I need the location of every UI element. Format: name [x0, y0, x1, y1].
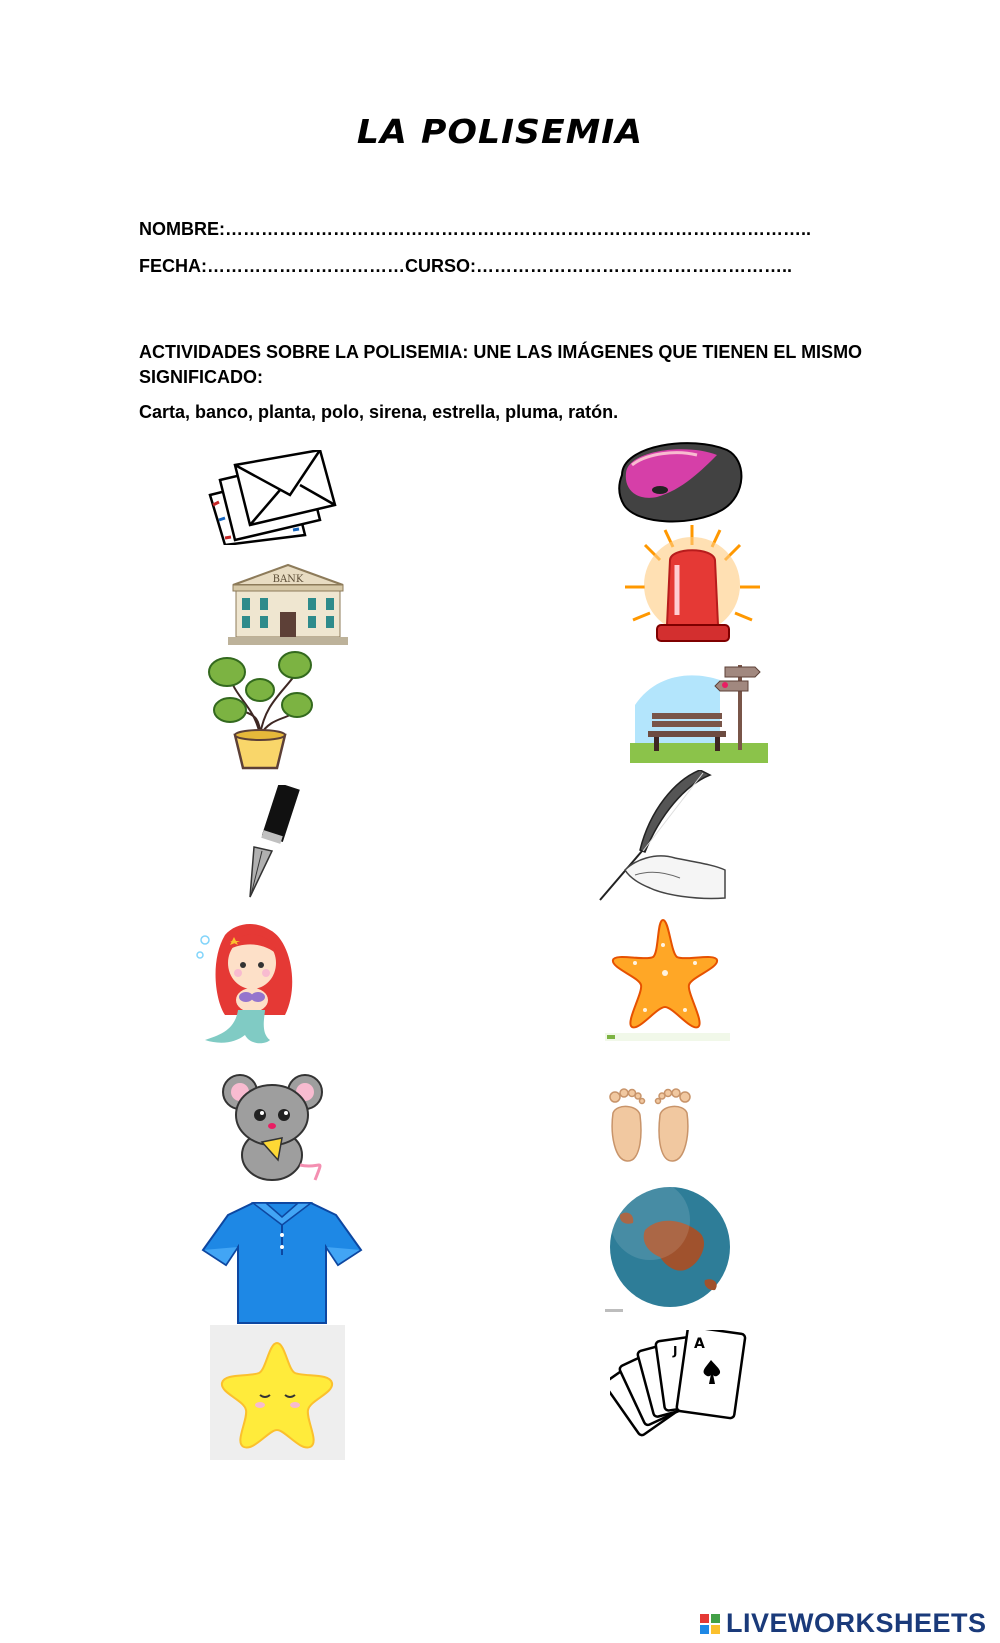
word-list: Carta, banco, planta, polo, sirena, estrella, pluma, ratón.	[139, 402, 619, 422]
potted-plant-icon[interactable]	[205, 650, 315, 775]
letters-icon[interactable]	[205, 450, 345, 545]
bank-sign: BANK	[272, 574, 304, 585]
feet-soles-icon[interactable]	[605, 1085, 695, 1165]
starfish-icon[interactable]	[605, 915, 730, 1043]
polo-shirt-icon[interactable]	[198, 1195, 366, 1330]
computer-mouse-icon[interactable]	[612, 435, 747, 525]
star-face-icon[interactable]	[210, 1325, 345, 1460]
instructions: ACTIVIDADES SOBRE LA POLISEMIA: UNE LAS IMÁGENES QUE TIENEN EL MISMO SIGNIFICADO:	[139, 342, 863, 387]
nombre-blank[interactable]: ……………………………………………………………………………………..	[225, 219, 812, 239]
curso-label: CURSO:	[405, 256, 476, 276]
logo-text: LIVEWORKSHEETS	[726, 1608, 987, 1638]
playing-cards-icon[interactable]	[610, 1330, 750, 1450]
quill-hand-icon[interactable]	[595, 770, 730, 905]
fecha-curso-line	[139, 256, 792, 277]
mermaid-icon[interactable]	[190, 915, 315, 1050]
svg-text:A: A	[694, 1336, 705, 1352]
fountain-pen-icon[interactable]	[222, 785, 302, 905]
park-bench-icon[interactable]	[630, 655, 768, 765]
fecha-blank[interactable]: ……………………………	[207, 256, 405, 276]
fecha-label: FECHA:	[139, 256, 207, 276]
globe-pole-icon[interactable]	[605, 1185, 740, 1315]
nombre-label: NOMBRE:	[139, 219, 225, 239]
logo-grid-icon	[700, 1614, 720, 1634]
liveworksheets-logo[interactable]	[700, 1608, 987, 1639]
svg-text:J: J	[673, 1344, 678, 1358]
siren-light-icon[interactable]	[625, 525, 760, 653]
bank-building-icon[interactable]	[228, 560, 348, 645]
nombre-line	[139, 219, 811, 240]
curso-blank[interactable]: ……………………………………………..	[476, 256, 793, 276]
mouse-animal-icon[interactable]	[220, 1070, 330, 1185]
page-title: LA POLISEMIA	[356, 112, 644, 151]
